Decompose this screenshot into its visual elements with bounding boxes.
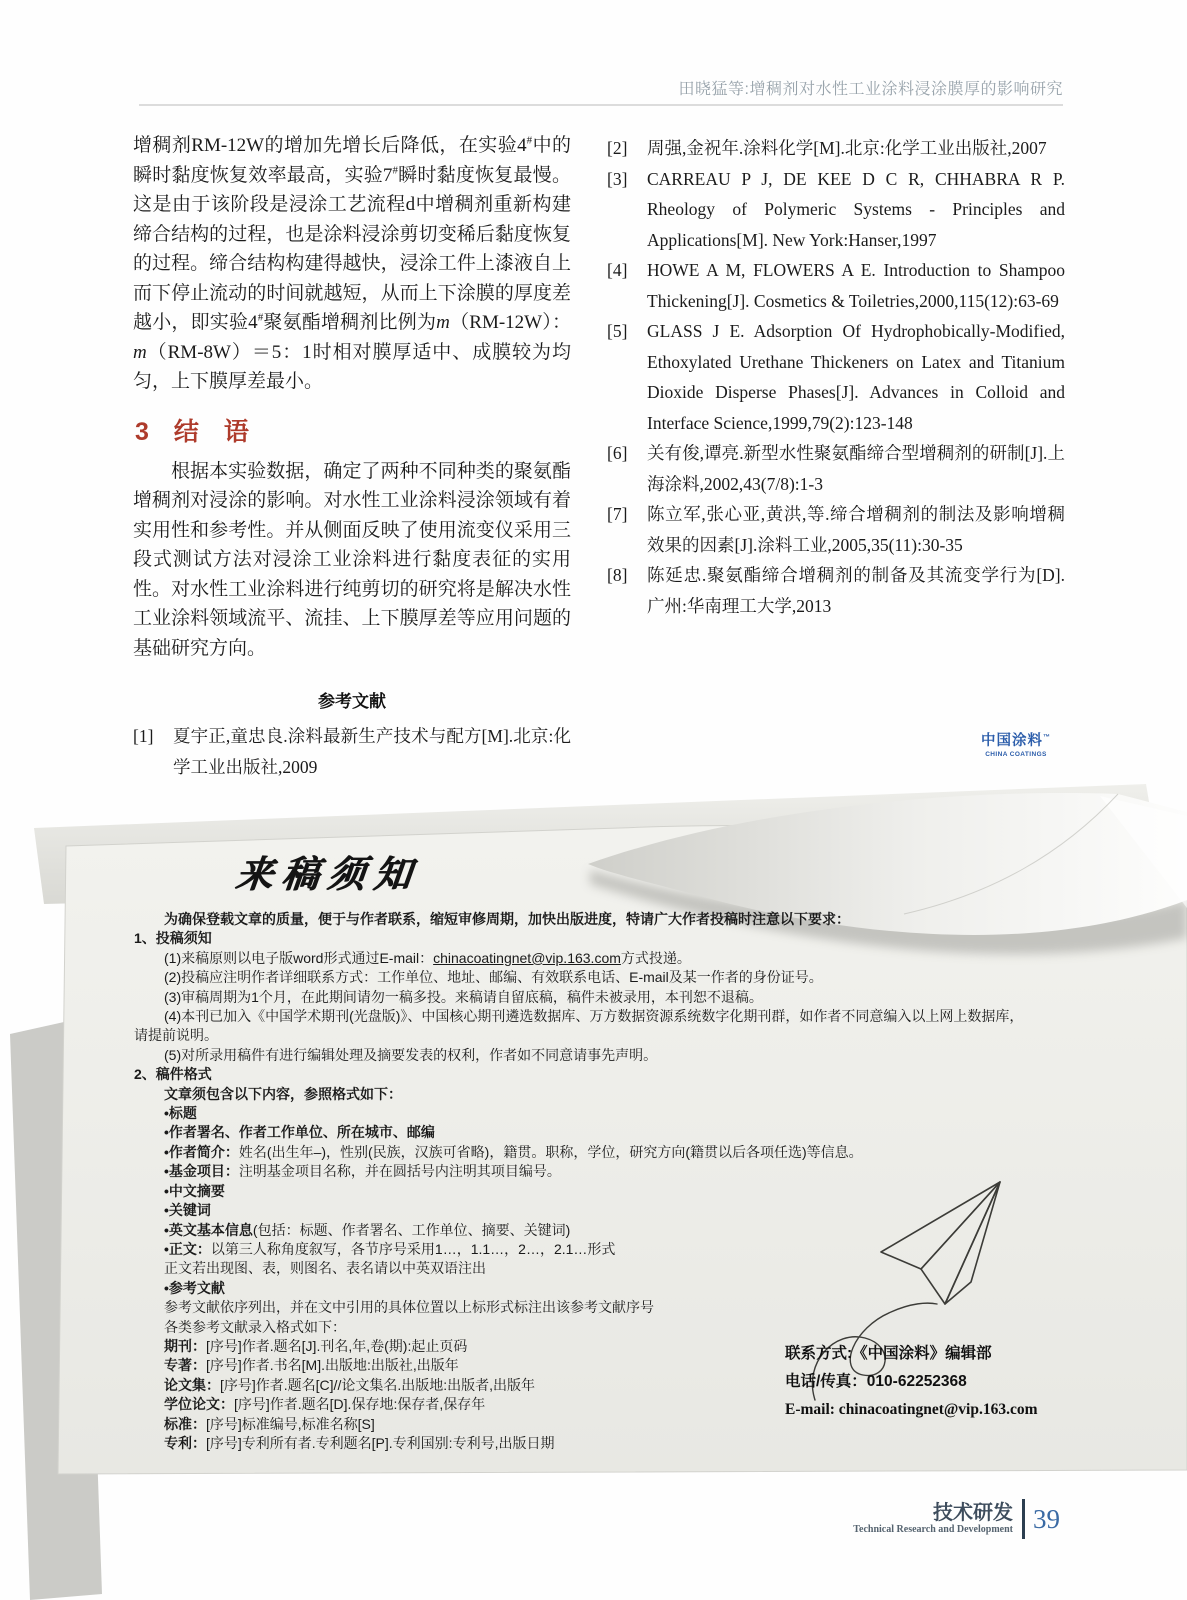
reference-text: 夏宇正,童忠良.涂料最新生产技术与配方[M].北京:化学工业出版社,2009 <box>173 726 571 777</box>
footer-section-en: Technical Research and Development <box>853 1524 1013 1535</box>
reference-text: GLASS J E. Adsorption Of Hydrophobically-Modified, Ethoxylated Urethane Thickeners on Latex and Titanium Dioxide Disperse Phases[J]. Advances in Colloid and Interface Science,1999,79(2):123-148 <box>647 321 1065 433</box>
reference-text: 陈立军,张心亚,黄洪,等.缔合增稠剂的制法及影响增稠效果的因素[J].涂料工业,2005,35(11):30-35 <box>647 504 1065 555</box>
reference-item <box>607 438 1065 499</box>
submission-notice <box>0 782 1187 1600</box>
notice-contact <box>785 1340 1038 1424</box>
contact-phone: 电话/传真：010-62252368 <box>785 1373 967 1390</box>
contact-editorial: 联系方式:《中国涂料》编辑部 <box>785 1345 992 1362</box>
notice-text: (2)投稿应注明作者详细联系方式：工作单位、地址、邮编、有效联系电话、E-mail及某一作者的身份证号。 <box>164 969 823 986</box>
notice-text: 为确保登载文章的质量，便于与作者联系，缩短审修周期，加快出版进度，特请广大作者投稿时注意以下要求： <box>164 911 850 927</box>
notice-line <box>134 929 1084 948</box>
reference-item <box>607 560 1065 621</box>
column-left <box>133 131 571 782</box>
reference-item <box>607 316 1065 438</box>
reference-number: [1] <box>133 726 154 746</box>
notice-line <box>134 1065 1084 1084</box>
notice-text: (4)本刊已加入《中国学术期刊(光盘版)》、中国核心期刊遴选数据库、万方数据资源系统数字化期刊群，如作者不同意编入以上网上数据库， <box>164 1008 1024 1025</box>
superscript-hash: # <box>257 311 264 324</box>
notice-text: 姓名(出生年–)，性别(民族，汉族可省略)，籍贯。职称，学位，研究方向(籍贯以后各项任选)等信息。 <box>238 1143 863 1160</box>
notice-text: 参考文献依序列出，并在文中引用的具体位置以上标形式标注出该参考文献序号 <box>164 1299 654 1316</box>
notice-text: •中文摘要 <box>164 1182 225 1199</box>
reference-text: HOWE A M, FLOWERS A E. Introduction to Shampoo Thickening[J]. Cosmetics & Toiletries,2000,115(12):63-69 <box>647 260 1065 311</box>
email-text: chinacoatingnet@vip.163.com <box>433 949 621 966</box>
notice-text: (包括：标题、作者署名、工作单位、摘要、关键词) <box>252 1221 571 1238</box>
notice-title: 来稿须知 <box>233 854 422 895</box>
superscript-hash: # <box>526 134 533 147</box>
notice-line <box>164 1104 1084 1123</box>
reference-number: [3] <box>607 168 628 189</box>
notice-text: •标题 <box>164 1105 197 1122</box>
notice-text: (1)来稿原则以电子版word形式通过E-mail： <box>164 949 434 966</box>
notice-text: 方式投递。 <box>620 949 691 966</box>
page-footer <box>853 1499 1060 1539</box>
notice-text: •正文： <box>164 1240 211 1257</box>
reference-number: [2] <box>607 138 628 158</box>
logo-en-text: CHINA COATINGS <box>985 751 1047 758</box>
notice-line <box>164 1007 1084 1026</box>
notice-text: 注明基金项目名称，并在圆括号内注明其项目编号。 <box>238 1163 561 1180</box>
notice-text: 专著： <box>164 1357 206 1374</box>
notice-text: •作者署名、作者工作单位、所在城市、邮编 <box>164 1124 435 1141</box>
notice-line <box>164 949 1084 968</box>
header-rule <box>139 104 1063 106</box>
column-right <box>607 133 1065 621</box>
notice-text: 2、稿件格式 <box>134 1066 212 1083</box>
logo-zh-text: 中国涂料 <box>981 733 1043 749</box>
notice-text: 专利： <box>164 1434 206 1451</box>
footer-divider-bar <box>1022 1499 1025 1539</box>
running-head-title: 田晓猛等:增稠剂对水性工业涂料浸涂膜厚的影响研究 <box>678 81 1063 98</box>
notice-text: (3)审稿周期为1个月，在此期间请勿一稿多投。来稿请自留底稿，稿件未被录用，本刊恕不退稿。 <box>164 988 763 1005</box>
section-heading-conclusion: 3 结 语 <box>135 417 249 446</box>
notice-text: •参考文献 <box>164 1279 225 1296</box>
notice-text: (5)对所录用稿件有进行编辑处理及摘要发表的权利，作者如不同意请事先声明。 <box>164 1046 658 1063</box>
italic-m: m <box>436 312 450 333</box>
notice-text: 以第三人称角度叙写，各节序号采用1…，1.1…，2…，2.1…形式 <box>210 1240 616 1257</box>
reference-number: [8] <box>607 565 628 585</box>
notice-line <box>164 988 1084 1007</box>
notice-text: 论文集： <box>164 1376 220 1393</box>
reference-text: 周强,金祝年.涂料化学[M].北京:化学工业出版社,2007 <box>647 138 1047 158</box>
notice-text: 请提前说明。 <box>134 1027 218 1044</box>
reference-number: [5] <box>607 321 628 341</box>
notice-text: 标准： <box>164 1415 206 1432</box>
notice-line <box>164 1123 1084 1142</box>
notice-text: [序号]作者.题名[C]//论文集名.出版地:出版者,出版年 <box>220 1376 536 1393</box>
body-paragraph-2: 根据本实验数据，确定了两种不同种类的聚氨酯增稠剂对浸涂的影响。对水性工业涂料浸涂领域有着实用性和参考性。并从侧面反映了使用流变仪采用三段式测试方法对浸涂工业涂料进行黏度表征的实用性。对水性工业涂料进行纯剪切的研究将是解决水性工业涂料领域流平、流挂、上下膜厚差等应用问题的基础研究方向。 <box>133 460 571 659</box>
reference-number: [7] <box>607 504 628 524</box>
reference-text: CARREAU P J, DE KEE D C R, CHHABRA R P. Rheology of Polymeric Systems - Principles and Applications[M]. New York:Hanser,1997 <box>647 168 1065 250</box>
notice-text: •关键词 <box>164 1202 211 1219</box>
notice-text: [序号]标准编号,标准名称[S] <box>206 1415 375 1432</box>
notice-line <box>164 1434 1084 1453</box>
notice-text: 正文若出现图、表，则图名、表名请以中英双语注出 <box>164 1260 486 1277</box>
notice-line <box>164 910 1084 929</box>
trademark-symbol: ™ <box>1043 734 1051 742</box>
reference-item <box>607 255 1065 316</box>
notice-text: [序号]作者.题名[D].保存地:保存者,保存年 <box>234 1396 486 1413</box>
notice-text: [序号]作者.书名[M].出版地:出版社,出版年 <box>206 1357 459 1374</box>
reference-item <box>607 499 1065 560</box>
notice-text: •作者简介： <box>164 1143 239 1160</box>
notice-text: [序号]专利所有者.专利题名[P].专利国别:专利号,出版日期 <box>206 1434 555 1451</box>
notice-text: 各类参考文献录入格式如下： <box>164 1318 346 1335</box>
notice-line <box>164 968 1084 987</box>
notice-line <box>134 1026 1084 1045</box>
contact-email: E-mail: chinacoatingnet@vip.163.com <box>785 1401 1038 1418</box>
body-paragraph-1: 增稠剂RM-12W的增加先增长后降低，在实验4#中的瞬时黏度恢复效率最高，实验7#瞬时黏度恢复最慢。这是由于该阶段是浸涂工艺流程d中增稠剂重新构建缔合结构的过程，也是涂料浸涂剪切变稀后黏度恢复的过程。缔合结构构建得越快，浸涂工件上漆液自上而下停止流动的时间就越短，从而上下涂膜的厚度差越小，即实验4#聚氨酯增稠剂比例为m（RM-12W）：m（RM-8W）＝5：1时相对膜厚适中、成膜较为均匀，上下膜厚差最小。 <box>133 134 571 392</box>
notice-line <box>164 1143 1084 1162</box>
reference-item <box>607 164 1065 256</box>
reference-number: [6] <box>607 443 628 463</box>
references-list-left <box>133 721 571 782</box>
notice-line <box>164 1085 1084 1104</box>
notice-text: 文章须包含以下内容，参照格式如下： <box>164 1085 402 1102</box>
notice-text: •基金项目： <box>164 1163 239 1180</box>
superscript-hash: # <box>392 164 398 177</box>
page-number: 39 <box>1033 1503 1060 1534</box>
notice-text: [序号]作者.题名[J].刊名,年,卷(期):起止页码 <box>206 1337 468 1354</box>
footer-section-zh: 技术研发 <box>933 1502 1013 1524</box>
reference-item <box>607 133 1065 164</box>
notice-line <box>164 1046 1084 1065</box>
reference-text: 关有俊,谭亮.新型水性聚氨酯缔合型增稠剂的研制[J].上海涂料,2002,43(7/8):1-3 <box>647 443 1065 494</box>
italic-m: m <box>133 341 147 363</box>
reference-text: 陈延忠.聚氨酯缔合增稠剂的制备及其流变学行为[D].广州:华南理工大学,2013 <box>647 565 1065 616</box>
reference-number: [4] <box>607 260 628 280</box>
notice-text: 学位论文： <box>164 1396 234 1413</box>
reference-item <box>133 721 571 782</box>
notice-text: •英文基本信息 <box>164 1221 253 1238</box>
notice-text: 期刊： <box>164 1337 206 1354</box>
references-title: 参考文献 <box>318 692 386 711</box>
notice-text: 1、投稿须知 <box>134 930 212 947</box>
references-list-right <box>607 133 1065 621</box>
china-coatings-logo <box>978 729 1054 758</box>
